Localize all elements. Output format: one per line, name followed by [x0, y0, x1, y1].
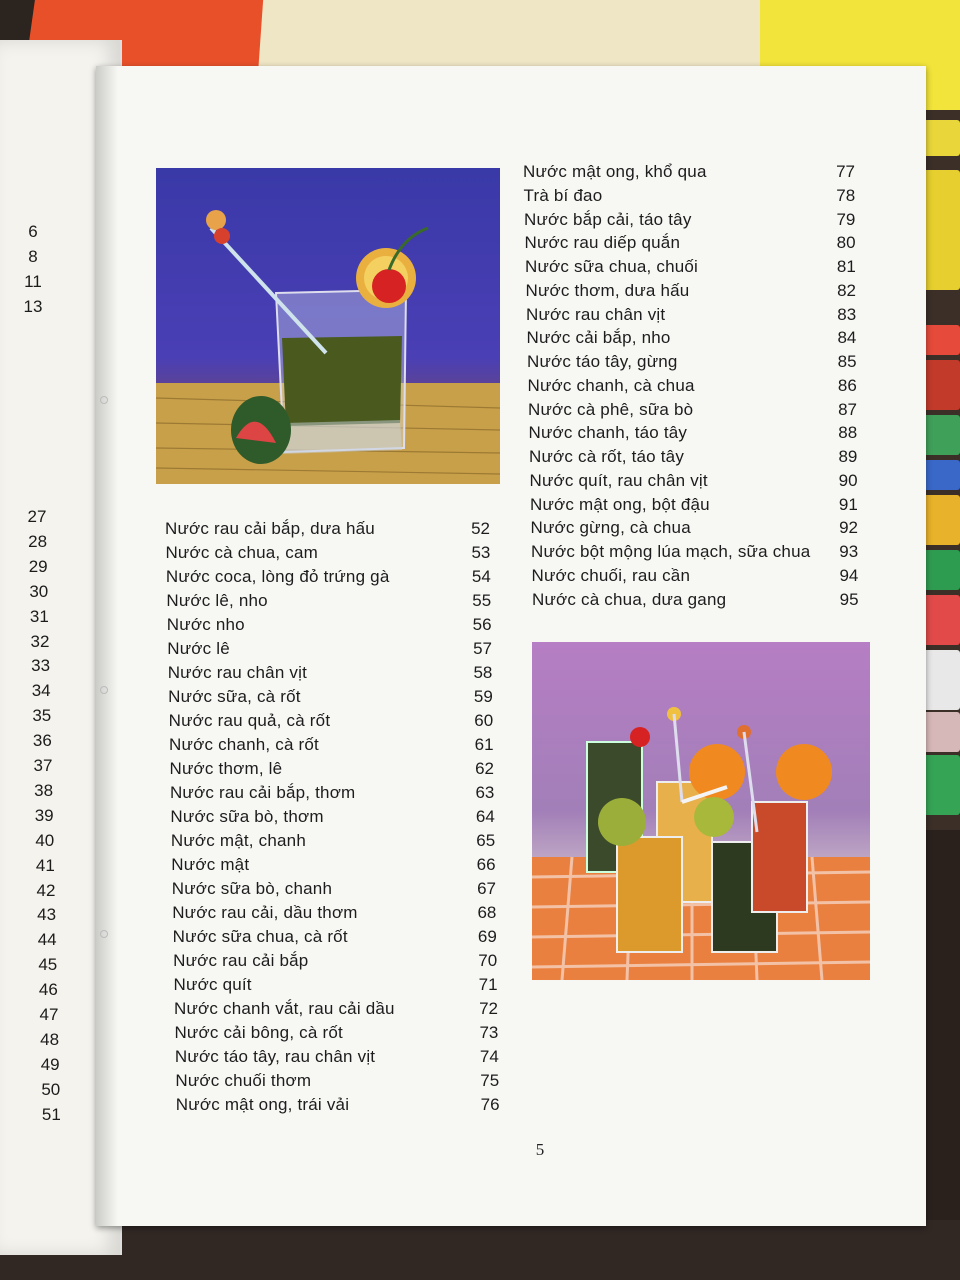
left-page-number: 47: [39, 1005, 59, 1024]
left-page-number: 37: [33, 756, 53, 775]
left-page-number: 50: [41, 1079, 61, 1099]
toc-entry-title: Nước bột mộng lúa mạch, sữa chua: [531, 542, 811, 561]
toc-entry-title: Nước rau chân vịt: [526, 304, 666, 324]
toc-entry-page: 89: [838, 447, 858, 466]
toc-entry-page: 81: [836, 257, 856, 276]
toc-entry-page: 70: [478, 951, 498, 970]
left-page-number: 46: [38, 980, 58, 1000]
toc-entry-page: 73: [479, 1023, 499, 1042]
toc-entry-title: Nước sữa bò, thơm: [170, 807, 324, 826]
toc-entry-title: Nước rau quả, cà rốt: [168, 711, 331, 730]
desk-surface: [0, 1220, 960, 1280]
toc-entry-page: 55: [472, 591, 492, 610]
toc-entry-title: Nước mật ong, khổ qua: [523, 162, 707, 181]
toc-entry-page: 63: [475, 783, 495, 802]
toc-entry-title: Nước chanh, cà rốt: [169, 735, 319, 754]
toc-entry-title: Nước chuối, rau cần: [531, 565, 691, 585]
toc-entry-page: 87: [838, 399, 857, 419]
toc-entry-title: Nước gừng, cà chua: [530, 518, 691, 538]
left-page-number: 48: [40, 1029, 60, 1049]
toc-entry-page: 93: [839, 542, 859, 561]
toc-entry-page: 72: [479, 999, 498, 1018]
toc-entry-page: 66: [476, 855, 496, 874]
toc-entry-page: 83: [837, 304, 857, 324]
toc-entry-title: Nước lê: [167, 639, 230, 658]
toc-entry-title: Nước cà phê, sữa bò: [528, 399, 694, 419]
toc-entry-page: 86: [837, 375, 857, 395]
toc-entry-title: Nước chanh, táo tây: [528, 423, 688, 443]
toc-entry-page: 60: [474, 711, 494, 730]
toc-entry-title: Nước quít, rau chân vịt: [529, 470, 708, 490]
toc-entry-title: Nước lê, nho: [166, 591, 268, 610]
left-page-number: 40: [35, 830, 55, 850]
toc-entry-title: Nước cà rốt, táo tây: [529, 447, 685, 466]
toc-entry-page: 62: [475, 759, 494, 778]
left-page-number: 28: [28, 531, 48, 551]
toc-entry-page: 79: [836, 209, 856, 229]
spine-shadow: [96, 66, 118, 1226]
toc-entry-page: 95: [839, 589, 859, 609]
binding-stitch: [100, 396, 108, 404]
left-page-number: 51: [41, 1104, 61, 1124]
toc-entry-title: Nước rau chân vịt: [167, 663, 307, 682]
page-folio: 5: [535, 1140, 545, 1159]
toc-entry-page: 92: [839, 518, 858, 538]
left-page-number: 34: [31, 681, 51, 701]
left-page-number: 6: [28, 222, 38, 241]
toc-entry-title: Nước bắp cải, táo tây: [524, 209, 692, 229]
toc-entry-title: Nước mật, chanh: [170, 831, 306, 850]
left-page-number: 13: [23, 297, 43, 316]
left-page-number: 36: [32, 731, 52, 751]
toc-entry-title: Nước rau cải, dầu thơm: [172, 903, 358, 922]
toc-entry-title: Trà bí đao: [523, 185, 603, 205]
toc-entry-title: Nước thơm, lê: [169, 759, 283, 778]
left-page-number: 44: [37, 930, 57, 950]
toc-entry-title: Nước táo tây, gừng: [527, 352, 678, 371]
left-page-number: 33: [31, 656, 51, 676]
toc-entry-title: Nước cà chua, dưa gang: [532, 589, 727, 609]
toc-entry-title: Nước quít: [173, 975, 252, 994]
toc-entry-page: 76: [480, 1095, 500, 1114]
left-page-number: 42: [36, 880, 56, 900]
left-page-number: 41: [35, 855, 55, 875]
toc-entry-title: Nước cà chua, cam: [165, 543, 318, 562]
left-page-number: 43: [37, 905, 57, 925]
left-page-number: 11: [24, 272, 42, 291]
left-page-number: 39: [34, 805, 54, 825]
left-page-number: 38: [34, 780, 54, 800]
toc-entry-page: 64: [475, 807, 495, 826]
toc-entry-title: Nước nho: [166, 615, 245, 634]
toc-entry-page: 84: [837, 328, 857, 348]
toc-entry-page: 58: [473, 663, 493, 682]
toc-entry-page: 88: [838, 423, 858, 443]
left-page-number: 49: [40, 1054, 60, 1074]
toc-entry-title: Nước chanh vắt, rau cải dầu: [174, 999, 395, 1018]
toc-entry-title: Nước sữa, cà rốt: [168, 687, 301, 706]
toc-entry-page: 78: [836, 185, 856, 205]
toc-entry-page: 91: [838, 494, 858, 514]
toc-entry-title: Nước rau cải bắp, dưa hấu: [165, 519, 375, 538]
toc-entry-title: Nước cải bắp, nho: [526, 328, 671, 348]
toc-entry-page: 94: [839, 565, 859, 585]
left-page-number: 31: [29, 606, 49, 626]
toc-entry-title: Nước mật ong, bột đậu: [530, 494, 710, 514]
toc-entry-page: 85: [837, 352, 857, 371]
toc-entry-page: 75: [480, 1071, 500, 1090]
juice-glasses-illustration: [532, 642, 870, 980]
toc-entry-title: Nước cải bông, cà rốt: [174, 1023, 343, 1042]
toc-entry-page: 56: [472, 615, 492, 634]
toc-entry-page: 65: [476, 831, 496, 850]
toc-entry-title: Nước rau cải bắp, thơm: [169, 783, 356, 802]
toc-entry-page: 54: [471, 567, 491, 586]
left-page-number: 27: [27, 507, 47, 526]
toc-entry-title: Nước rau cải bắp: [173, 951, 309, 970]
toc-entry-title: Nước sữa chua, chuối: [525, 257, 699, 276]
toc-entry-title: Nước táo tây, rau chân vịt: [174, 1047, 376, 1066]
toc-entry-title: Nước chanh, cà chua: [527, 375, 695, 395]
toc-entry-title: Nước thơm, dưa hấu: [525, 280, 690, 300]
toc-entry-title: Nước coca, lòng đỏ trứng gà: [165, 567, 390, 586]
left-page-number: 32: [30, 631, 50, 651]
left-page-number: 29: [28, 556, 48, 576]
toc-entry-title: Nước rau diếp quắn: [524, 233, 681, 253]
toc-entry-title: Nước sữa chua, cà rốt: [172, 927, 348, 946]
toc-entry-title: Nước chuối thơm: [175, 1071, 312, 1090]
binding-stitch: [100, 930, 108, 938]
photo-juice-glasses: [532, 642, 870, 980]
binding-stitch: [100, 686, 108, 694]
photo-green-juice: [156, 168, 500, 484]
toc-entry-page: 59: [473, 687, 493, 706]
left-page-number: 35: [32, 706, 52, 726]
toc-entry-page: 71: [478, 975, 498, 994]
toc-entry-page: 80: [836, 233, 856, 253]
toc-entry-page: 57: [473, 639, 492, 658]
toc-entry-page: 67: [477, 879, 496, 898]
toc-entry-page: 52: [471, 519, 490, 538]
toc-entry-page: 82: [837, 280, 856, 300]
toc-entry-page: 61: [474, 735, 494, 754]
toc-entry-title: Nước mật ong, trái vải: [175, 1095, 350, 1114]
toc-entry-page: 77: [836, 162, 855, 181]
toc-entry-page: 90: [838, 470, 858, 490]
toc-entry-page: 53: [471, 543, 491, 562]
left-page-number: 8: [28, 247, 38, 266]
left-page-number: 45: [38, 955, 58, 975]
left-page-number: 30: [29, 581, 49, 601]
toc-entry-page: 74: [479, 1047, 499, 1066]
toc-entry-page: 69: [477, 927, 497, 946]
toc-entry-title: Nước sữa bò, chanh: [171, 879, 333, 898]
toc-entry-title: Nước mật: [171, 855, 250, 874]
toc-entry-page: 68: [477, 903, 497, 922]
juice-glass-illustration: [156, 168, 500, 484]
